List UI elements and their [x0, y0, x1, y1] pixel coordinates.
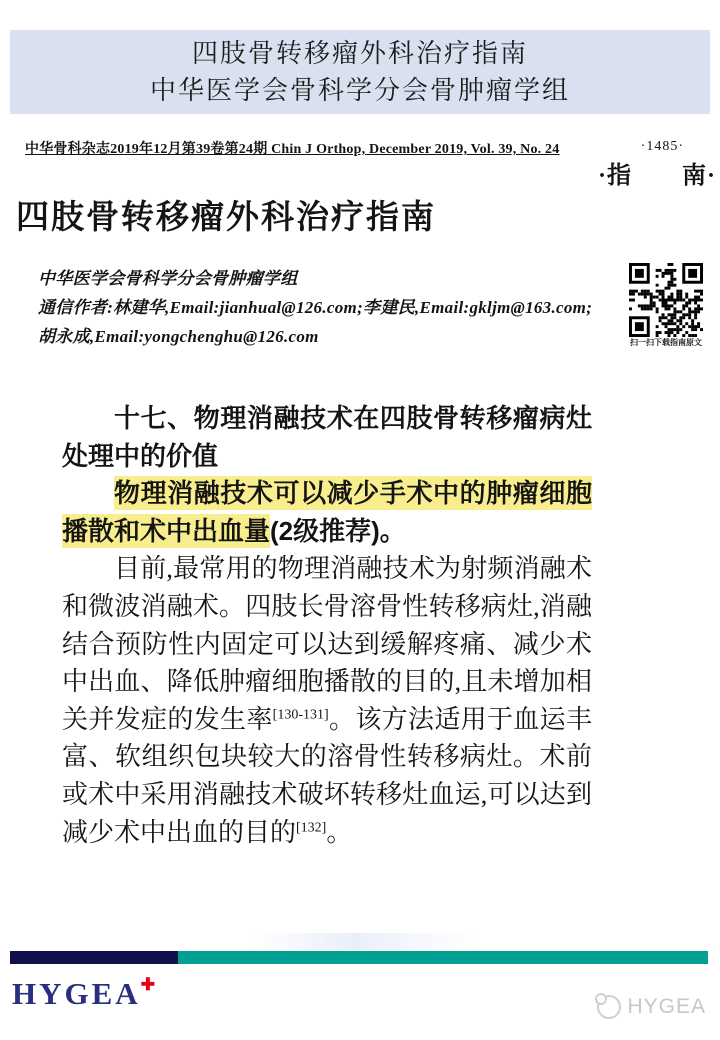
- hygea-logo: [12, 976, 155, 1012]
- footer-glow-decoration: [250, 933, 480, 950]
- paragraph-text: 。该方法适用于血运丰富、软组织包块较大的溶骨性转移病灶。术前或术中采用消融技术破坏转移灶血运,可以达到减少术中出血的目的: [62, 704, 592, 847]
- qr-code-icon: [629, 263, 703, 337]
- red-cross-icon: ✚: [140, 975, 155, 994]
- paragraph-text: 目前,最常用的物理消融技术为射频消融术和微波消融术。四肢长骨溶骨性转移病灶,消融结合预防性内固定可以达到缓解疼痛、减少术中出血、降低肿瘤细胞播散的目的,且未增加相关并发症的发生率: [62, 554, 592, 734]
- footer-navy-bar: [10, 951, 178, 964]
- correspondence-line1: 通信作者:林建华,Email:jianhual@126.com;李建民,Email:gkljm@163.com;: [38, 298, 593, 317]
- citation-ref: [130-131]: [272, 707, 329, 723]
- watermark-camera-dot: [595, 993, 607, 1005]
- banner-title-line2: 中华医学会骨科学分会骨肿瘤学组: [149, 75, 570, 105]
- section-heading: 十七、物理消融技术在四肢骨转移瘤病灶处理中的价值: [62, 403, 592, 471]
- hygea-logo-text: HYGEA: [12, 976, 141, 1011]
- journal-masthead: 中华骨科杂志2019年12月第39卷第24期 Chin J Orthop, December 2019, Vol. 39, No. 24: [25, 142, 560, 157]
- body-paragraph: [62, 550, 592, 851]
- citation-ref: [132]: [296, 819, 327, 835]
- banner-title-line1: 四肢骨转移瘤外科治疗指南: [191, 38, 528, 68]
- watermark-text: HYGEA: [627, 995, 706, 1018]
- author-group: 中华医学会骨科学分会骨肿瘤学组: [38, 269, 298, 288]
- highlighted-recommendation: 物理消融技术可以减少手术中的肿瘤细胞播散和术中出血量: [62, 478, 592, 546]
- article-body: [62, 400, 592, 851]
- watermark-camera-icon: [597, 995, 621, 1019]
- paragraph-text: 。: [326, 817, 353, 847]
- correspondence-line2: 胡永成,Email:yongchenghu@126.com: [38, 327, 319, 346]
- article-title: 四肢骨转移瘤外科治疗指南: [16, 200, 436, 236]
- watermark: [597, 995, 706, 1019]
- qr-caption: 扫一扫下载指南原文: [630, 338, 702, 347]
- footer-teal-bar: [178, 951, 708, 964]
- author-block: [38, 264, 592, 351]
- recommendation-grade: (2级推荐)。: [270, 515, 406, 546]
- page-number: ·1485·: [640, 139, 684, 154]
- title-banner: [10, 30, 710, 114]
- column-label: ·指 南·: [597, 163, 716, 189]
- recommendation-paragraph: [62, 475, 592, 550]
- qr-block: [628, 263, 704, 348]
